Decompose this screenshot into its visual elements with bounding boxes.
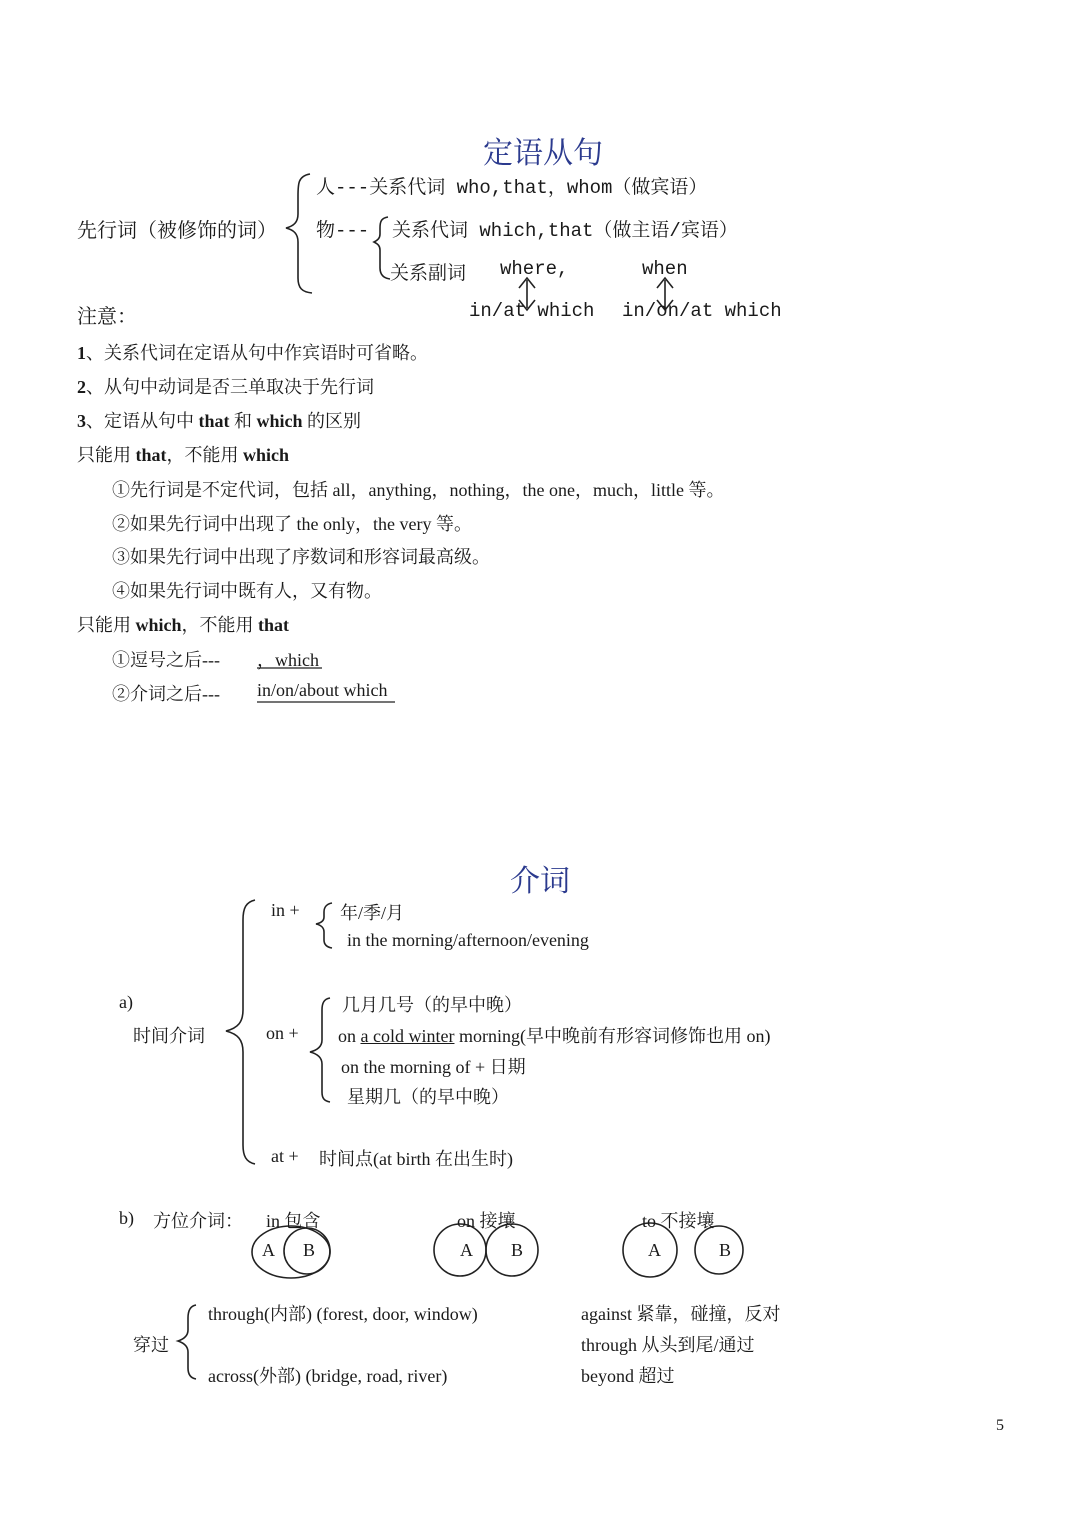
brace-in	[316, 903, 332, 948]
note-1: 1、关系代词在定语从句中作宾语时可省略。	[77, 343, 428, 363]
apart-b-label: B	[719, 1240, 732, 1260]
against-line: against 紧靠，碰撞，反对	[581, 1304, 781, 1324]
loc-prep-label: 方位介词：	[153, 1211, 243, 1231]
when-equivalent: in/on/at which	[622, 300, 782, 322]
brace-on	[310, 998, 330, 1102]
contain-b-label: B	[303, 1240, 316, 1260]
a-label: a)	[119, 992, 133, 1012]
that-item-1: ①先行词是不定代词，包括 all，anything，nothing，the one，much，little 等。	[112, 480, 725, 500]
where-equivalent: in/at which	[469, 300, 595, 322]
when-word: when	[642, 258, 688, 280]
in-item-2: in the morning/afternoon/evening	[347, 930, 589, 950]
across-outer: across(外部) (bridge, road, river)	[208, 1366, 448, 1386]
section1-title: 定语从句	[483, 137, 603, 170]
note-3: 3、定语从句中 that 和 which 的区别	[77, 411, 362, 431]
brace-antecedent	[286, 174, 312, 293]
pronoun-line: 关系代词 which,that（做主语/宾语）	[392, 220, 738, 242]
only-which-heading: 只能用 which，不能用 that	[77, 615, 290, 635]
beyond-line: beyond 超过	[581, 1366, 675, 1386]
brace-cross	[178, 1305, 196, 1379]
where-word: where,	[500, 258, 569, 280]
in-plus: in +	[271, 900, 300, 920]
thing-label: 物---	[316, 220, 370, 242]
on-item-4: 星期几（的早中晚）	[347, 1087, 509, 1107]
brace-time-prep	[226, 900, 255, 1164]
on-plus: on +	[266, 1023, 299, 1043]
note-2: 2、从句中动词是否三单取决于先行词	[77, 377, 374, 397]
on-item-3: on the morning of + 日期	[341, 1057, 526, 1077]
at-plus: at +	[271, 1146, 299, 1166]
on-adjacent-label: on 接壤	[457, 1211, 516, 1231]
that-item-2: ②如果先行词中出现了 the only，the very 等。	[112, 514, 472, 534]
b-label: b)	[119, 1208, 134, 1228]
at-item: 时间点(at birth 在出生时)	[319, 1149, 513, 1169]
adjacent-a-label: A	[460, 1240, 473, 1260]
through-line: through 从头到尾/通过	[581, 1335, 755, 1355]
antecedent-label: 先行词（被修饰的词）	[77, 220, 277, 242]
which-item-2-example: in/on/about which	[257, 680, 388, 700]
on-item-1: 几月几号（的早中晚）	[342, 995, 522, 1015]
which-item-1-example: ，which	[257, 650, 319, 670]
apart-a-label: A	[648, 1240, 661, 1260]
in-contain-label: in 包含	[266, 1211, 321, 1231]
person-line: 人---关系代词 who,that，whom（做宾语）	[316, 177, 708, 199]
page-number: 5	[996, 1417, 1004, 1434]
adjacent-b-label: B	[511, 1240, 524, 1260]
adverb-label: 关系副词	[390, 263, 467, 285]
cross-label: 穿过	[133, 1335, 169, 1355]
note-label: 注意：	[77, 306, 137, 328]
which-item-2-label: ②介词之后---	[112, 684, 220, 704]
section2-title: 介词	[510, 865, 570, 898]
which-item-1-label: ①逗号之后---	[112, 650, 220, 670]
time-prep-label: 时间介词	[133, 1026, 205, 1046]
to-not-adjacent-label: to 不接壤	[642, 1211, 715, 1231]
contain-a-label: A	[262, 1240, 275, 1260]
on-item-2: on a cold winter morning(早中晚前有形容词修饰也用 on)	[338, 1026, 771, 1046]
that-item-4: ④如果先行词中既有人，又有物。	[112, 581, 382, 601]
in-item-1: 年/季/月	[340, 903, 405, 923]
brace-thing	[374, 217, 390, 279]
only-that-heading: 只能用 that，不能用 which	[77, 445, 290, 465]
that-item-3: ③如果先行词中出现了序数词和形容词最高级。	[112, 547, 490, 567]
through-inner: through(内部) (forest, door, window)	[208, 1304, 478, 1324]
